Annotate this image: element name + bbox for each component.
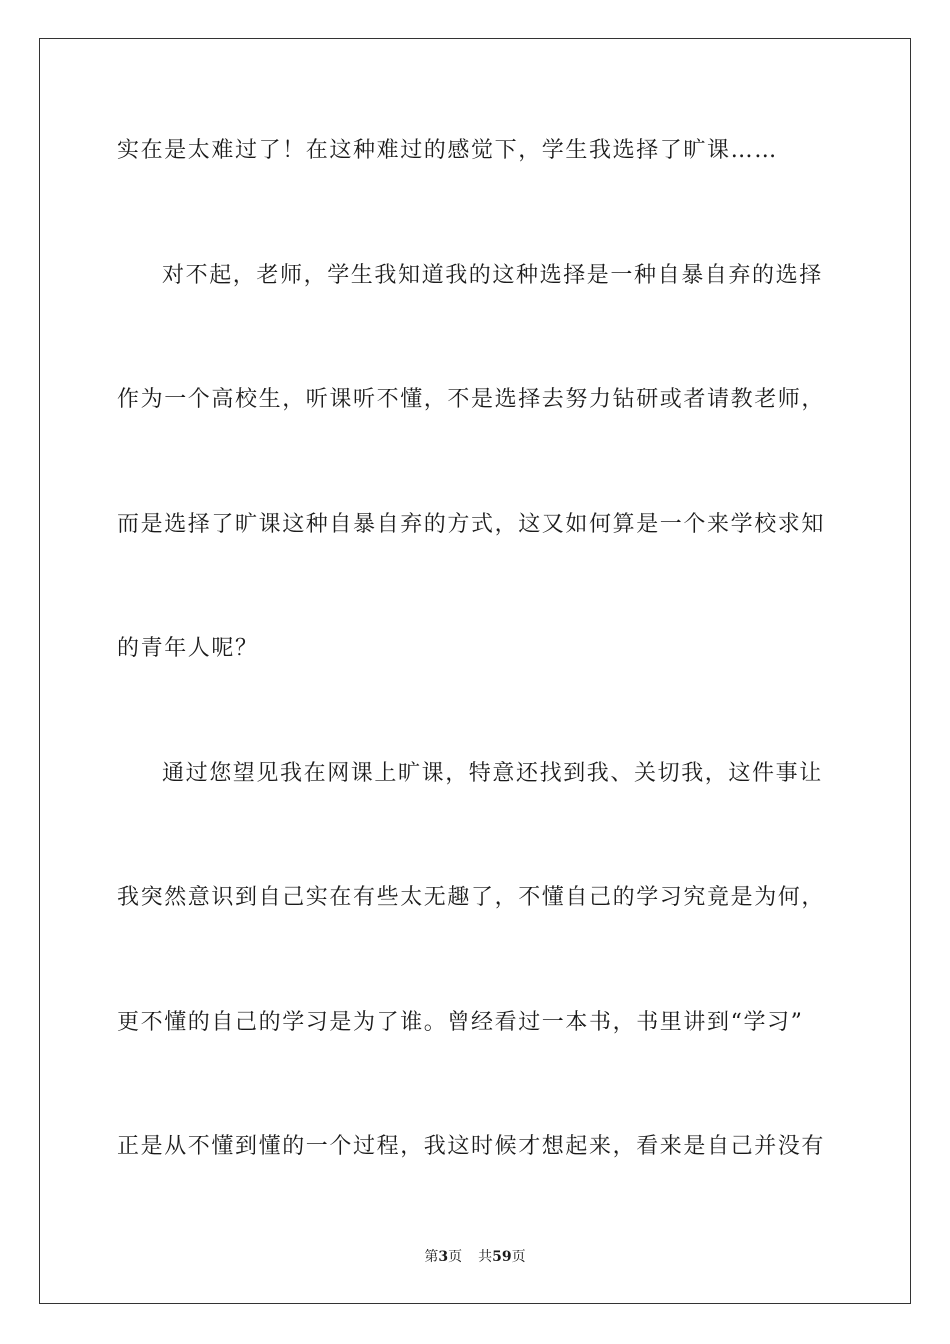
- text-line: 实在是太难过了！在这种难过的感觉下，学生我选择了旷课……: [117, 138, 778, 163]
- total-suffix: 页: [511, 1249, 526, 1265]
- page-number: 3: [438, 1249, 449, 1265]
- text-line: 对不起，老师，学生我知道我的这种选择是一种自暴自弃的选择: [162, 263, 823, 288]
- total-pages: 59: [492, 1249, 512, 1265]
- text-line: 正是从不懂到懂的一个过程，我这时候才想起来，看来是自己并没有: [117, 1134, 826, 1159]
- page-footer: [0, 1248, 950, 1266]
- text-line: 更不懂的自己的学习是为了谁。曾经看过一本书，书里讲到“学习”: [117, 1010, 804, 1035]
- page-border: [39, 38, 911, 1304]
- text-line: 通过您望见我在网课上旷课，特意还找到我、关切我，这件事让: [162, 761, 823, 786]
- total-prefix: 共: [478, 1249, 493, 1265]
- text-line: 我突然意识到自己实在有些太无趣了，不懂自己的学习究竟是为何，: [117, 885, 826, 910]
- text-line: 作为一个高校生，听课听不懂，不是选择去努力钻研或者请教老师，: [117, 387, 826, 412]
- page-suffix: 页: [448, 1249, 463, 1265]
- text-line: 的青年人呢？: [117, 636, 259, 661]
- text-line: 而是选择了旷课这种自暴自弃的方式，这又如何算是一个来学校求知: [117, 512, 826, 537]
- page-prefix: 第: [424, 1249, 439, 1265]
